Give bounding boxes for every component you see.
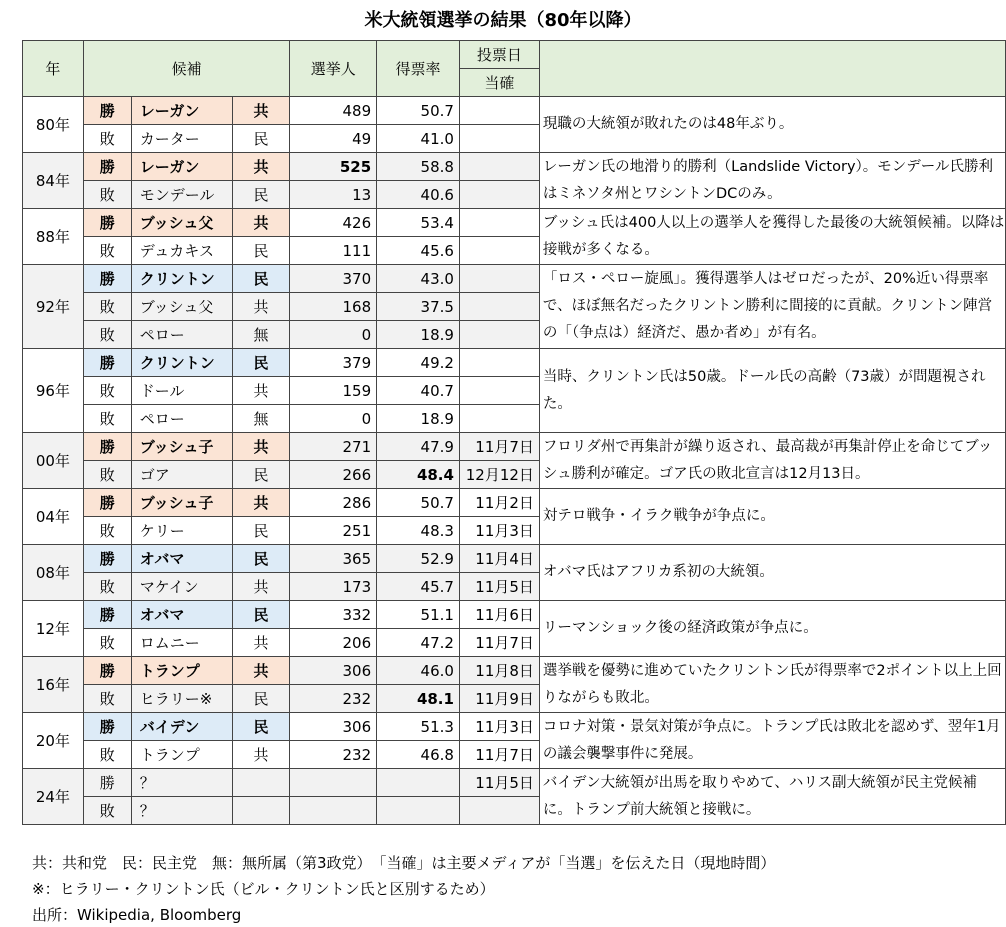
called-date-cell: 11月5日 bbox=[459, 769, 539, 797]
vote-rate-cell: 50.7 bbox=[377, 489, 460, 517]
header-year: 年 bbox=[23, 41, 84, 97]
party-cell: 民 bbox=[232, 601, 290, 629]
party-cell: 共 bbox=[232, 741, 290, 769]
party-cell: 共 bbox=[232, 433, 290, 461]
year-cell: 08年 bbox=[23, 545, 84, 601]
result-cell: 勝 bbox=[83, 489, 131, 517]
candidate-name: ペロー bbox=[131, 321, 232, 349]
result-cell: 敗 bbox=[83, 685, 131, 713]
result-cell: 勝 bbox=[83, 433, 131, 461]
note-cell: 現職の大統領が敗れたのは48年ぶり。 bbox=[539, 97, 1005, 153]
result-cell: 勝 bbox=[83, 545, 131, 573]
candidate-name: マケイン bbox=[131, 573, 232, 601]
vote-rate-cell: 46.0 bbox=[377, 657, 460, 685]
note-cell: フロリダ州で再集計が繰り返され、最高裁が再集計停止を命じてブッシュ勝利が確定。ゴア氏の敗北宣言は12月13日。 bbox=[539, 433, 1005, 489]
candidate-name: ドール bbox=[131, 377, 232, 405]
note-cell: 当時、クリントン氏は50歳。ドール氏の高齢（73歳）が問題視された。 bbox=[539, 349, 1005, 433]
called-date-cell: 12月12日 bbox=[459, 461, 539, 489]
electors-cell: 49 bbox=[290, 125, 377, 153]
year-cell: 96年 bbox=[23, 349, 84, 433]
vote-rate-cell bbox=[377, 769, 460, 797]
party-cell: 共 bbox=[232, 489, 290, 517]
candidate-name: オバマ bbox=[131, 545, 232, 573]
table-row bbox=[23, 713, 1006, 741]
result-cell: 敗 bbox=[83, 405, 131, 433]
electors-cell: 206 bbox=[290, 629, 377, 657]
called-date-cell bbox=[459, 265, 539, 293]
candidate-name: ヒラリー※ bbox=[131, 685, 232, 713]
called-date-cell bbox=[459, 181, 539, 209]
page-title: 米大統領選挙の結果（80年以降） bbox=[364, 10, 642, 31]
year-cell: 24年 bbox=[23, 769, 84, 825]
electors-cell: 251 bbox=[290, 517, 377, 545]
electors-cell: 159 bbox=[290, 377, 377, 405]
party-cell bbox=[232, 797, 290, 825]
table-row bbox=[23, 153, 1006, 181]
called-date-cell bbox=[459, 153, 539, 181]
electors-cell: 426 bbox=[290, 209, 377, 237]
called-date-cell bbox=[459, 349, 539, 377]
party-cell: 民 bbox=[232, 125, 290, 153]
electors-cell: 232 bbox=[290, 741, 377, 769]
party-cell bbox=[232, 769, 290, 797]
note-cell: 選挙戦を優勢に進めていたクリントン氏が得票率で2ポイント以上上回りながらも敗北。 bbox=[539, 657, 1005, 713]
year-cell: 04年 bbox=[23, 489, 84, 545]
vote-rate-cell: 18.9 bbox=[377, 321, 460, 349]
candidate-name: クリントン bbox=[131, 349, 232, 377]
electors-cell: 489 bbox=[290, 97, 377, 125]
called-date-cell bbox=[459, 209, 539, 237]
called-date-cell: 11月4日 bbox=[459, 545, 539, 573]
candidate-name: ブッシュ父 bbox=[131, 209, 232, 237]
electors-cell: 232 bbox=[290, 685, 377, 713]
electors-cell bbox=[290, 769, 377, 797]
candidate-name: ブッシュ子 bbox=[131, 489, 232, 517]
electors-cell: 0 bbox=[290, 321, 377, 349]
table-row bbox=[23, 769, 1006, 797]
result-cell: 敗 bbox=[83, 181, 131, 209]
party-cell: 無 bbox=[232, 405, 290, 433]
called-date-cell bbox=[459, 293, 539, 321]
candidate-name: ブッシュ父 bbox=[131, 293, 232, 321]
candidate-name: バイデン bbox=[131, 713, 232, 741]
called-date-cell: 11月7日 bbox=[459, 629, 539, 657]
note-cell: オバマ氏はアフリカ系初の大統領。 bbox=[539, 545, 1005, 601]
table-row bbox=[23, 601, 1006, 629]
vote-rate-cell: 48.3 bbox=[377, 517, 460, 545]
candidate-name: トランプ bbox=[131, 657, 232, 685]
electors-cell: 370 bbox=[290, 265, 377, 293]
election-results-table bbox=[22, 40, 1006, 825]
result-cell: 敗 bbox=[83, 237, 131, 265]
party-cell: 共 bbox=[232, 377, 290, 405]
vote-rate-cell: 40.6 bbox=[377, 181, 460, 209]
called-date-cell: 11月8日 bbox=[459, 657, 539, 685]
header-candidate: 候補 bbox=[83, 41, 290, 97]
table-row bbox=[23, 489, 1006, 517]
called-date-cell: 11月9日 bbox=[459, 685, 539, 713]
year-cell: 16年 bbox=[23, 657, 84, 713]
party-cell: 民 bbox=[232, 349, 290, 377]
vote-rate-cell: 45.6 bbox=[377, 237, 460, 265]
result-cell: 敗 bbox=[83, 321, 131, 349]
table-row bbox=[23, 545, 1006, 573]
note-cell: レーガン氏の地滑り的勝利（Landslide Victory）。モンデール氏勝利はミネソタ州とワシントンDCのみ。 bbox=[539, 153, 1005, 209]
electors-cell: 332 bbox=[290, 601, 377, 629]
electors-cell: 168 bbox=[290, 293, 377, 321]
party-cell: 民 bbox=[232, 237, 290, 265]
called-date-cell: 11月3日 bbox=[459, 517, 539, 545]
electors-cell: 266 bbox=[290, 461, 377, 489]
year-cell: 80年 bbox=[23, 97, 84, 153]
called-date-cell: 11月7日 bbox=[459, 741, 539, 769]
result-cell: 勝 bbox=[83, 601, 131, 629]
year-cell: 12年 bbox=[23, 601, 84, 657]
party-cell: 民 bbox=[232, 685, 290, 713]
candidate-name: ゴア bbox=[131, 461, 232, 489]
note-cell: コロナ対策・景気対策が争点に。トランプ氏は敗北を認めず、翌年1月の議会襲撃事件に発展。 bbox=[539, 713, 1005, 769]
party-cell: 共 bbox=[232, 153, 290, 181]
candidate-name: ロムニー bbox=[131, 629, 232, 657]
electors-cell: 379 bbox=[290, 349, 377, 377]
called-date-cell: 11月2日 bbox=[459, 489, 539, 517]
result-cell: 敗 bbox=[83, 517, 131, 545]
vote-rate-cell: 52.9 bbox=[377, 545, 460, 573]
vote-rate-cell: 53.4 bbox=[377, 209, 460, 237]
candidate-name: デュカキス bbox=[131, 237, 232, 265]
vote-rate-cell: 18.9 bbox=[377, 405, 460, 433]
table-row bbox=[23, 97, 1006, 125]
party-cell: 無 bbox=[232, 321, 290, 349]
called-date-cell: 11月3日 bbox=[459, 713, 539, 741]
table-row bbox=[23, 265, 1006, 293]
called-date-cell bbox=[459, 405, 539, 433]
electors-cell: 525 bbox=[290, 153, 377, 181]
party-cell: 共 bbox=[232, 657, 290, 685]
note-cell: リーマンショック後の経済政策が争点に。 bbox=[539, 601, 1005, 657]
electors-cell: 173 bbox=[290, 573, 377, 601]
party-cell: 民 bbox=[232, 517, 290, 545]
header-vote-day: 投票日 bbox=[459, 41, 539, 69]
party-cell: 共 bbox=[232, 573, 290, 601]
year-cell: 92年 bbox=[23, 265, 84, 349]
called-date-cell bbox=[459, 377, 539, 405]
called-date-cell bbox=[459, 125, 539, 153]
candidate-name: トランプ bbox=[131, 741, 232, 769]
footer-footnote: ※：ヒラリー・クリントン氏（ビル・クリントン氏と区別するため） bbox=[32, 880, 495, 898]
result-cell: 敗 bbox=[83, 629, 131, 657]
footer-legend: 共：共和党 民：民主党 無：無所属（第3政党） 「当確」は主要メディアが「当選」を伝えた日（現地時間） bbox=[32, 854, 776, 872]
party-cell: 民 bbox=[232, 545, 290, 573]
year-cell: 20年 bbox=[23, 713, 84, 769]
party-cell: 共 bbox=[232, 629, 290, 657]
called-date-cell bbox=[459, 321, 539, 349]
candidate-name: ペロー bbox=[131, 405, 232, 433]
vote-rate-cell: 45.7 bbox=[377, 573, 460, 601]
vote-rate-cell: 49.2 bbox=[377, 349, 460, 377]
vote-rate-cell: 47.9 bbox=[377, 433, 460, 461]
vote-rate-cell: 48.1 bbox=[377, 685, 460, 713]
vote-rate-cell: 43.0 bbox=[377, 265, 460, 293]
vote-rate-cell bbox=[377, 797, 460, 825]
header-electors: 選挙人 bbox=[290, 41, 377, 97]
result-cell: 敗 bbox=[83, 741, 131, 769]
header-note bbox=[539, 41, 1005, 97]
electors-cell: 306 bbox=[290, 713, 377, 741]
vote-rate-cell: 41.0 bbox=[377, 125, 460, 153]
result-cell: 勝 bbox=[83, 349, 131, 377]
result-cell: 敗 bbox=[83, 797, 131, 825]
called-date-cell: 11月7日 bbox=[459, 433, 539, 461]
result-cell: 敗 bbox=[83, 461, 131, 489]
result-cell: 勝 bbox=[83, 97, 131, 125]
vote-rate-cell: 48.4 bbox=[377, 461, 460, 489]
candidate-name: レーガン bbox=[131, 153, 232, 181]
result-cell: 敗 bbox=[83, 125, 131, 153]
electors-cell bbox=[290, 797, 377, 825]
header-called: 当確 bbox=[459, 69, 539, 97]
party-cell: 民 bbox=[232, 713, 290, 741]
result-cell: 勝 bbox=[83, 153, 131, 181]
year-cell: 88年 bbox=[23, 209, 84, 265]
table-row bbox=[23, 209, 1006, 237]
candidate-name: クリントン bbox=[131, 265, 232, 293]
candidate-name: オバマ bbox=[131, 601, 232, 629]
called-date-cell: 11月6日 bbox=[459, 601, 539, 629]
table-row bbox=[23, 349, 1006, 377]
electors-cell: 306 bbox=[290, 657, 377, 685]
result-cell: 勝 bbox=[83, 209, 131, 237]
vote-rate-cell: 40.7 bbox=[377, 377, 460, 405]
called-date-cell bbox=[459, 797, 539, 825]
header-vote-rate: 得票率 bbox=[377, 41, 460, 97]
table-row bbox=[23, 657, 1006, 685]
called-date-cell bbox=[459, 237, 539, 265]
result-cell: 勝 bbox=[83, 265, 131, 293]
candidate-name: ケリー bbox=[131, 517, 232, 545]
candidate-name: ？ bbox=[131, 769, 232, 797]
result-cell: 勝 bbox=[83, 657, 131, 685]
note-cell: ブッシュ氏は400人以上の選挙人を獲得した最後の大統領候補。以降は接戦が多くなる。 bbox=[539, 209, 1005, 265]
vote-rate-cell: 50.7 bbox=[377, 97, 460, 125]
electors-cell: 0 bbox=[290, 405, 377, 433]
result-cell: 敗 bbox=[83, 377, 131, 405]
electors-cell: 271 bbox=[290, 433, 377, 461]
year-cell: 84年 bbox=[23, 153, 84, 209]
candidate-name: モンデール bbox=[131, 181, 232, 209]
party-cell: 民 bbox=[232, 181, 290, 209]
vote-rate-cell: 51.1 bbox=[377, 601, 460, 629]
candidate-name: レーガン bbox=[131, 97, 232, 125]
note-cell: 「ロス・ペロー旋風」。獲得選挙人はゼロだったが、20%近い得票率で、ほぼ無名だったクリントン勝利に間接的に貢献。クリントン陣営の「（争点は）経済だ、愚か者め」が有名。 bbox=[539, 265, 1005, 349]
called-date-cell: 11月5日 bbox=[459, 573, 539, 601]
table-row bbox=[23, 433, 1006, 461]
party-cell: 共 bbox=[232, 209, 290, 237]
electors-cell: 111 bbox=[290, 237, 377, 265]
result-cell: 敗 bbox=[83, 573, 131, 601]
vote-rate-cell: 51.3 bbox=[377, 713, 460, 741]
party-cell: 共 bbox=[232, 293, 290, 321]
vote-rate-cell: 58.8 bbox=[377, 153, 460, 181]
called-date-cell bbox=[459, 97, 539, 125]
result-cell: 勝 bbox=[83, 713, 131, 741]
note-cell: バイデン大統領が出馬を取りやめて、ハリス副大統領が民主党候補に。トランプ前大統領と接戦に。 bbox=[539, 769, 1005, 825]
party-cell: 民 bbox=[232, 265, 290, 293]
candidate-name: カーター bbox=[131, 125, 232, 153]
vote-rate-cell: 37.5 bbox=[377, 293, 460, 321]
electors-cell: 13 bbox=[290, 181, 377, 209]
party-cell: 共 bbox=[232, 97, 290, 125]
footer-source: 出所：Wikipedia, Bloomberg bbox=[32, 906, 242, 924]
candidate-name: ブッシュ子 bbox=[131, 433, 232, 461]
result-cell: 勝 bbox=[83, 769, 131, 797]
vote-rate-cell: 47.2 bbox=[377, 629, 460, 657]
electors-cell: 365 bbox=[290, 545, 377, 573]
note-cell: 対テロ戦争・イラク戦争が争点に。 bbox=[539, 489, 1005, 545]
vote-rate-cell: 46.8 bbox=[377, 741, 460, 769]
candidate-name: ？ bbox=[131, 797, 232, 825]
year-cell: 00年 bbox=[23, 433, 84, 489]
electors-cell: 286 bbox=[290, 489, 377, 517]
party-cell: 民 bbox=[232, 461, 290, 489]
result-cell: 敗 bbox=[83, 293, 131, 321]
